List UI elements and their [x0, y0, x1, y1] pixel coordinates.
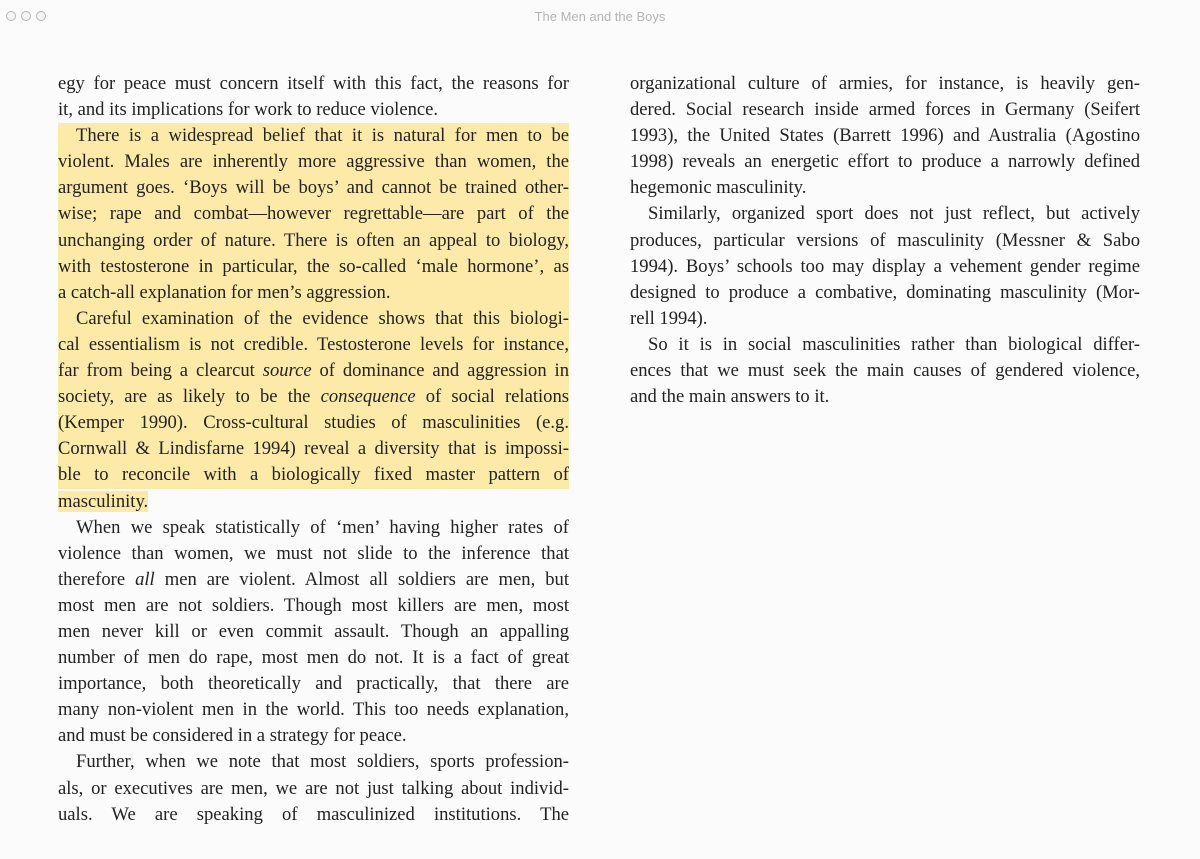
text-segment: of dominance and aggression in: [311, 360, 570, 382]
text-segment: therefore: [58, 568, 136, 590]
window-title: The Men and the Boys: [534, 9, 666, 24]
text-line: When we speak statistically of ‘men’ having higher rates of: [76, 516, 569, 538]
text-line: importance, both theoretically and practically, that there are: [58, 673, 569, 695]
highlighted-line[interactable]: There is a widespread belief that it is natural for men to be: [58, 123, 569, 149]
text-line: 1998) reveals an energetic effort to produce a narrowly defined: [630, 151, 1140, 173]
text-line: and must be considered in a strategy for peace.: [58, 725, 407, 747]
text-segment: society, are as likely to be the: [58, 386, 321, 408]
text-line: many non-violent men in the world. This too needs explanation,: [58, 699, 569, 721]
text-line: Similarly, organized sport does not just reflect, but actively: [648, 203, 1140, 225]
highlighted-line[interactable]: [58, 384, 569, 410]
text-line: most men are not soldiers. Though most killers are men, most: [58, 594, 569, 616]
text-line: 1993), the United States (Barrett 1996) and Australia (Agostino: [630, 125, 1140, 147]
italic-text: source: [262, 360, 312, 382]
italic-text: consequence: [320, 386, 416, 408]
text-line: and the main answers to it.: [630, 386, 830, 408]
text-line: [58, 489, 569, 515]
text-line: it, and its implications for work to reduce violence.: [58, 99, 439, 121]
text-line: 1994). Boys’ schools too may display a vehement gender regime: [630, 255, 1140, 277]
highlighted-line[interactable]: with testosterone in particular, the so-called ‘male hormone’, as: [58, 254, 569, 280]
text-line: als, or executives are men, we are not just talking about individ-: [58, 777, 569, 799]
text-line: rell 1994).: [630, 307, 708, 329]
text-line: Further, when we note that most soldiers, sports profession-: [76, 751, 569, 773]
highlighted-line[interactable]: wise; rape and combat—however regrettable—are part of the: [58, 201, 569, 227]
text-line: So it is in social masculinities rather than biological differ-: [648, 333, 1140, 355]
text-line: egy for peace must concern itself with this fact, the reasons for: [58, 73, 569, 94]
highlighted-line[interactable]: ble to reconcile with a biologically fixed master pattern of: [58, 462, 569, 488]
highlighted-line[interactable]: Careful examination of the evidence shows that this biologi-: [58, 306, 569, 332]
text-line: violence than women, we must not slide to the inference that: [58, 542, 569, 564]
highlighted-line[interactable]: (Kemper 1990). Cross-cultural studies of masculinities (e.g.: [58, 410, 569, 436]
text-segment: of social relations: [415, 386, 569, 408]
text-line: [58, 567, 569, 593]
text-line: number of men do rape, most men do not. It is a fact of great: [58, 647, 569, 669]
italic-text: all: [135, 568, 155, 590]
text-line: uals. We are speaking of masculinized institutions. The: [58, 803, 569, 825]
highlighted-line[interactable]: a catch-all explanation for men’s aggression.: [58, 280, 569, 306]
right-page-column: [630, 71, 1140, 410]
text-line: men never kill or even commit assault. Though an appalling: [58, 620, 569, 642]
highlighted-line[interactable]: cal essentialism is not credible. Testosterone levels for instance,: [58, 332, 569, 358]
text-segment: men are violent. Almost all soldiers are men, but: [154, 568, 569, 590]
text-line: designed to produce a combative, dominating masculinity (Mor-: [630, 281, 1140, 303]
text-line: ences that we must seek the main causes of gendered violence,: [630, 360, 1140, 382]
text-line: organizational culture of armies, for instance, is heavily gen-: [630, 73, 1140, 94]
text-line: dered. Social research inside armed forces in Germany (Seifert: [630, 99, 1140, 121]
text-segment: far from being a clearcut: [58, 360, 263, 382]
highlighted-line[interactable]: argument goes. ‘Boys will be boys’ and cannot be trained other-: [58, 175, 569, 201]
left-page-column: [58, 71, 569, 828]
highlighted-line[interactable]: violent. Males are inherently more aggressive than women, the: [58, 149, 569, 175]
text-line: produces, particular versions of masculinity (Messner & Sabo: [630, 229, 1140, 251]
highlighted-line[interactable]: [58, 358, 569, 384]
window-titlebar: [0, 0, 1200, 34]
highlighted-line[interactable]: Cornwall & Lindisfarne 1994) reveal a diversity that is impossi-: [58, 436, 569, 462]
highlighted-line[interactable]: unchanging order of nature. There is often an appeal to biology,: [58, 228, 569, 254]
text-line: hegemonic masculinity.: [630, 177, 807, 199]
highlighted-line[interactable]: masculinity.: [58, 490, 149, 512]
